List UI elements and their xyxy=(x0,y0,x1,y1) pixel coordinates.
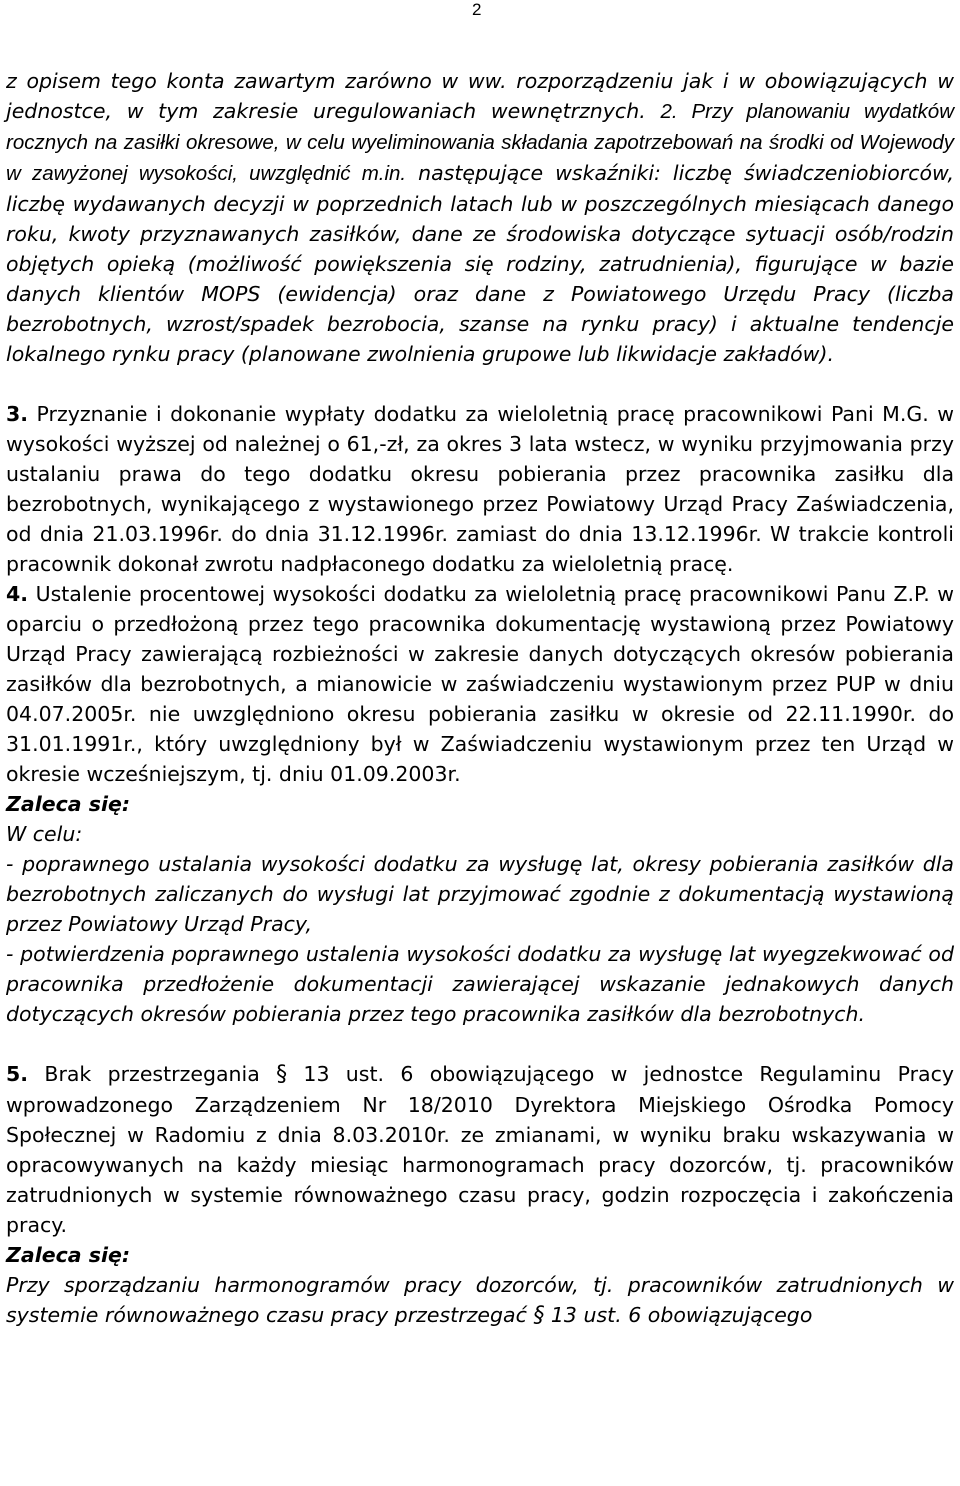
item-2-text-part2: następujące wskaźniki: liczbę świadczeniobiorców, liczbę wydawanych decyzji w poprzednich latach lub w poszczególnych miesiącach danego roku, kwoty przyznawanych zasiłków, dane ze środowiska dotyczące sytuacji osób/rodzin objętych opieką (możliwość powiększenia się rodziny, zatrudnienia), figurujące w bazie danych klientów MOPS (ewidencja) oraz dane z Powiatowego Urzędu Pracy (liczba bezrobotnych, wzrost/spadek bezrobocia, szanse na rynku pracy) i aktualne tendencje lokalnego rynku pracy (planowane zwolnienia grupowe lub likwidacje zakładów). xyxy=(6,161,954,366)
paragraph-item-3 xyxy=(6,399,954,579)
paragraph-account-description xyxy=(6,66,954,369)
recommendation-2-text-before: Przy sporządzaniu harmonogramów pracy dozorców, tj. pracowników zatrudnionych w systemie równoważnego czasu pracy przestrzegać xyxy=(6,1273,954,1327)
text-account-description: z opisem tego konta zawartym zarówno w ww. rozporządzeniu jak i w obowiązujących w jednostce, w tym zakresie uregulowaniach wewnętrznych. xyxy=(6,69,954,123)
paragraph-item-4 xyxy=(6,579,954,789)
recommendation-point-1: - poprawnego ustalania wysokości dodatku za wysługę lat, okresy pobierania zasiłków dla bezrobotnych zaliczanych do wysługi lat przyjmować zgodnie z dokumentacją wystawioną przez Powiatowy Urząd Pracy, xyxy=(6,852,954,936)
recommendation-heading-2: Zaleca się: xyxy=(6,1243,131,1267)
item-4-text: Ustalenie procentowej wysokości dodatku za wieloletnią pracę pracownikowi Panu Z.P. w oparciu o przedłożoną przez tego pracownika dokumentację wystawioną przez Powiatowy Urząd Pracy zawierającą rozbieżności w zakresie danych dotyczących okresów pobierania zasiłków dla bezrobotnych, a mianowicie w zaświadczeniu wystawionym przez PUP w dniu 04.07.2005r. nie uwzględniono okresu pobierania zasiłku w okresie od 22.11.1990r. do 31.01.1991r., który uwzględniony był w Zaświadczeniu wystawionym przez ten Urząd w okresie wcześniejszym, tj. dniu 01.09.2003r. xyxy=(6,582,954,786)
document-body xyxy=(6,66,954,1331)
section-symbol-icon: § xyxy=(533,1303,545,1328)
recommendation-point-2: - potwierdzenia poprawnego ustalenia wysokości dodatku za wysługę lat wyegzekwować od pracownika przedłożenie dokumentacji zawierającej wskazanie jednakowych danych dotyczących okresów pobierania przez tego pracownika zasiłków dla bezrobotnych. xyxy=(6,942,954,1026)
item-5-text-after: 13 ust. 6 obowiązującego w jednostce Regulaminu Pracy wprowadzonego Zarządzeniem Nr 18/2010 Dyrektora Miejskiego Ośrodka Pomocy Społecznej w Radomiu z dnia 8.03.2010r. ze zmianami, w wyniku braku wskazywania w opracowywanych na każdy miesiąc harmonogramach pracy dozorców, tj. pracowników zatrudnionych w systemie równoważnego czasu pracy, godzin rozpoczęcia i zakończenia pracy. xyxy=(6,1062,954,1237)
item-2-text-part1: Przy planowaniu wydatków rocznych na zasiłki okresowe, w celu wyeliminowania składania zapotrzebowań na środki od Wojewody w zawyżonej wysokości, uwzględnić m.in. xyxy=(6,100,954,185)
item-3-text: Przyznanie i dokonanie wypłaty dodatku za wieloletnią pracę pracownikowi Pani M.G. w wysokości wyższej od należnej o 61,-zł, za okres 3 lata wstecz, w wyniku przyjmowania przy ustalaniu prawa do tego dodatku okresu pobierania przez pracownika zasiłku dla bezrobotnych, wynikającego z wystawionego przez Powiatowy Urząd Pracy Zaświadczenia, od dnia 21.03.1996r. do dnia 31.12.1996r. zamiast do dnia 13.12.1996r. W trakcie kontroli pracownik dokonał zwrotu nadpłaconego dodatku za wieloletnią pracę. xyxy=(6,402,954,576)
item-3-number: 3. xyxy=(6,402,29,426)
section-symbol-icon: § xyxy=(276,1062,288,1087)
recommendation-2-text-after: 13 ust. 6 obowiązującego xyxy=(544,1303,813,1327)
item-5-text-before: Brak przestrzegania xyxy=(28,1062,277,1086)
page-number: 2 xyxy=(472,0,482,19)
recommendation-purpose: W celu: xyxy=(6,822,83,846)
item-5-number: 5. xyxy=(6,1062,29,1086)
paragraph-item-5 xyxy=(6,1059,954,1240)
item-4-number: 4. xyxy=(6,582,29,606)
recommendation-heading-1: Zaleca się: xyxy=(6,792,131,816)
item-2-number: 2. xyxy=(660,100,678,123)
recommendation-2-text xyxy=(6,1270,954,1331)
